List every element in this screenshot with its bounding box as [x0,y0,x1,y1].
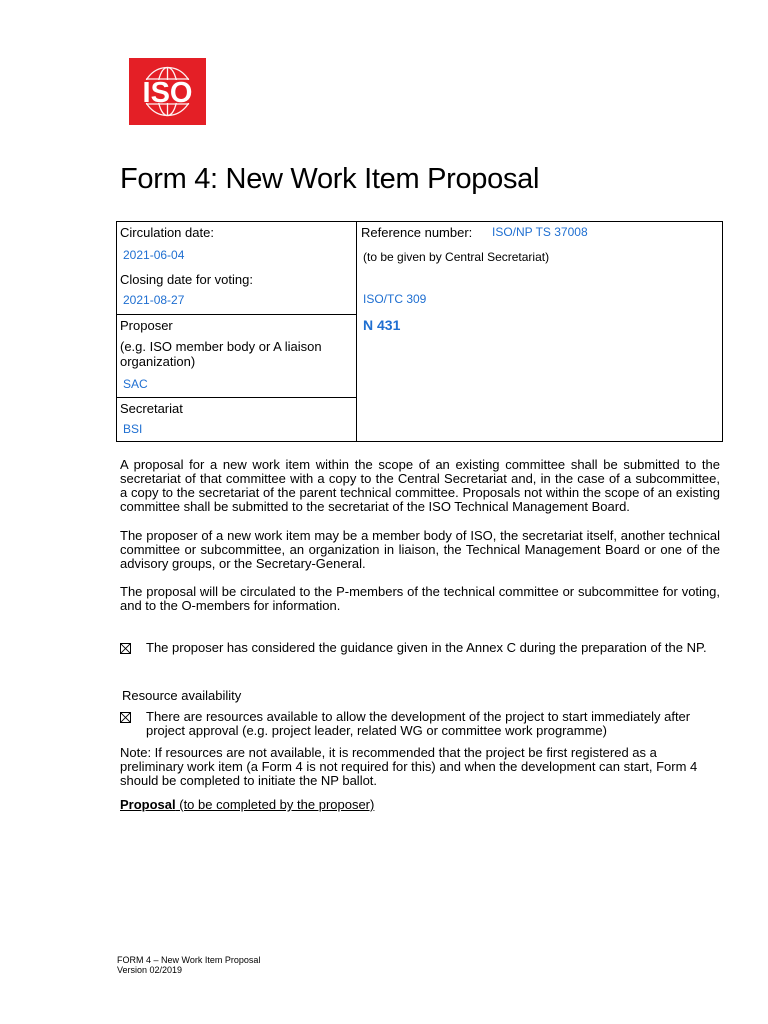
circulation-date-value: 2021-06-04 [123,248,185,262]
proposal-heading-bold: Proposal [120,797,176,812]
resource-checkbox[interactable] [120,712,131,723]
footer-form-name: FORM 4 – New Work Item Proposal [117,955,261,965]
guidance-checkbox-label: The proposer has considered the guidance given in the Annex C during the preparation of the NP. [146,640,707,655]
proposal-heading-rest: (to be completed by the proposer) [175,797,375,812]
table-divider [356,222,357,441]
intro-paragraph-1: A proposal for a new work item within the scope of an existing committee shall be submitted to the secretariat of that committee with a copy to the Central Secretariat and, in the case of a subcommittee, a copy to the secretariat of the parent technical committee. Proposals not within the scope of an existing committee shall be submitted to the secretariat of the ISO Technical Management Board. [120,457,720,514]
circulation-date-label: Circulation date: [120,225,214,240]
proposer-value: SAC [123,377,148,391]
document-number: N 431 [363,317,401,333]
info-table [116,221,723,442]
checkbox-cross-icon [121,644,130,653]
guidance-checkbox[interactable] [120,643,131,654]
note-paragraph: Note: If resources are not available, it is recommended that the project be first registered as a preliminary work item (a Form 4 is not required for this) and when the development can start, Form 4 should be completed to initiate the NP ballot. [120,745,698,788]
proposer-label: Proposer [120,318,173,333]
checkbox-cross-icon [121,713,130,722]
proposal-heading [120,797,374,812]
resource-heading: Resource availability [122,688,242,703]
proposer-hint: (e.g. ISO member body or A liaison organization) [120,339,322,369]
intro-paragraph-3: The proposal will be circulated to the P-members of the technical committee or subcommittee for voting, and to the O-members for information. [120,584,720,613]
iso-logo-text: ISO [142,77,193,109]
closing-date-label: Closing date for voting: [120,272,253,287]
secretariat-label: Secretariat [120,401,183,416]
table-divider [117,397,357,398]
table-divider [117,314,357,315]
iso-globe-icon [129,58,206,125]
resource-checkbox-label: There are resources available to allow the development of the project to start immediately after project approval (e.g. project leader, related WG or committee work programme) [146,709,691,738]
secretariat-value: BSI [123,422,143,436]
reference-number-value: ISO/NP TS 37008 [492,225,588,239]
form-title: Form 4: New Work Item Proposal [120,163,540,195]
committee-value: ISO/TC 309 [363,292,427,306]
closing-date-value: 2021-08-27 [123,293,185,307]
reference-number-hint: (to be given by Central Secretariat) [363,250,550,264]
intro-paragraph-2: The proposer of a new work item may be a member body of ISO, the secretariat itself, another technical committee or subcommittee, an organization in liaison, the Technical Management Board or one of the advisory groups, or the Secretary-General. [120,528,720,571]
iso-logo [129,58,206,125]
reference-number-label: Reference number: [361,225,473,240]
footer-version: Version 02/2019 [117,965,183,975]
